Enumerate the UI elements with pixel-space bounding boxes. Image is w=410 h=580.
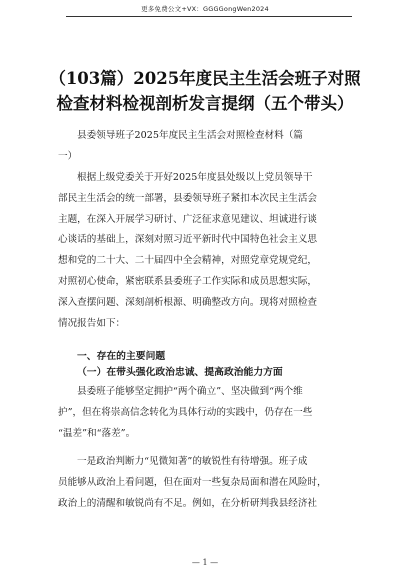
document-title [30, 66, 380, 116]
subsection-heading-1-1: （一）在带头强化政治忠诚、提高政治能力方面 [77, 367, 283, 378]
body-paragraph-3 [58, 452, 354, 514]
para2-line: 护”，但在将崇高信念转化为具体行动的实践中，仍存在一些 [58, 406, 313, 418]
header-note: 更多免费公文+VX：GGGGongWen2024 [141, 5, 269, 13]
document-title-line-2: 检查材料检视剖析发言提纲（五个带头） [56, 94, 354, 113]
document-title-line-1: （103篇）2025年度民主生活会班子对照 [49, 69, 361, 88]
header-divider [66, 16, 352, 17]
intro-line: 想和党的二十大、二十届四中全会精神，对照党章党规党纪， [58, 255, 318, 267]
intro-line: 心谈话的基础上，深刻对照习近平新时代中国特色社会主义思 [58, 234, 318, 246]
intro-line: 根据上级党委关于开好2025年度县处级以上党员领导干 [77, 172, 313, 183]
intro-line: 主题，在深入开展学习研讨、广泛征求意见建议、坦诚进行谈 [58, 213, 318, 225]
body-paragraph-2 [58, 382, 354, 444]
para3-line: 员能够从政治上看问题，但在面对一些复杂局面和潜在风险时， [58, 476, 327, 488]
subtitle-line-1: 县委领导班子2025年度民主生活会对照检查材料（篇 [77, 130, 303, 141]
section-heading-1: 一、存在的主要问题 [77, 351, 166, 362]
intro-line: 对照初心使命，紧密联系县委班子工作实际和成员思想实际， [58, 275, 318, 287]
para3-line: 一是政治判断力“见微知著”的敏锐性有待增强。班子成 [77, 456, 308, 467]
para3-line: 政治上的清醒和敏锐尚有不足。例如，在分析研判我县经济社 [58, 497, 318, 509]
page-number: — 1 — [191, 558, 219, 567]
intro-line: 部民主生活会的统一部署，县委领导班子紧扣本次民主生活会 [58, 192, 318, 204]
intro-line: 深入查摆问题、深刻剖析根源、明确整改方向。现将对照检查 [58, 296, 318, 308]
intro-line: 情况报告如下： [58, 317, 126, 329]
intro-paragraph [58, 168, 354, 334]
para2-line: 县委班子能够坚定拥护“两个确立”、坚决做到“两个维 [77, 386, 303, 397]
para2-line: “温差”和“落差”。 [58, 427, 136, 439]
subtitle-line-2: 一） [58, 150, 78, 162]
document-subtitle [58, 126, 354, 168]
